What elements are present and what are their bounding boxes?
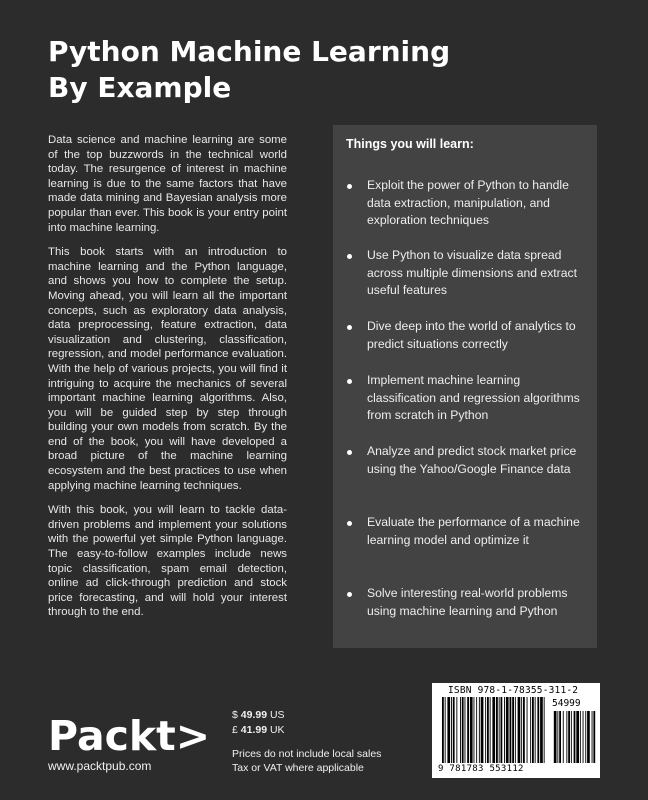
learn-item-text: Implement machine learning classification and regression algorithms from scratch in Python	[367, 373, 580, 422]
barcode-bars	[438, 697, 598, 765]
bullet-icon	[347, 450, 352, 455]
price-uk-amount: 41.99	[240, 724, 268, 736]
learn-item-text: Analyze and predict stock market price using the Yahoo/Google Finance data	[367, 444, 577, 476]
price-list	[232, 708, 285, 738]
barcode-bar	[518, 697, 521, 763]
price-us-amount: 49.99	[240, 709, 268, 721]
bullet-icon	[347, 254, 352, 259]
barcode-bar	[501, 697, 503, 763]
barcode-bar	[530, 697, 531, 763]
description-paragraph-3: With this book, you will learn to tackle data-driven problems and implement your solutions with the powerful yet simple Python language. The easy-to-follow examples include news topic classification, spam email detection, online ad click-through prediction and stock price forecasting, and will hold your interest through to the end.	[48, 504, 287, 619]
learn-item	[347, 585, 587, 620]
learn-item	[347, 372, 587, 425]
learn-item-text: Dive deep into the world of analytics to predict situations correctly	[367, 319, 576, 351]
learn-item-text: Solve interesting real-world problems using machine learning and Python	[367, 586, 568, 618]
barcode-bar	[460, 697, 461, 763]
barcode-bar	[456, 697, 457, 763]
price-uk	[232, 723, 285, 738]
barcode-bar	[559, 711, 561, 763]
barcode-bar	[447, 697, 450, 763]
barcode-bar	[563, 711, 564, 763]
barcode-bar	[453, 697, 455, 763]
barcode-bar	[544, 697, 545, 763]
barcode-bar	[554, 711, 557, 763]
barcode-bar	[510, 697, 512, 763]
barcode-bar	[479, 697, 480, 763]
barcode-bar	[537, 697, 539, 763]
learn-item	[347, 318, 587, 353]
barcode-bar	[568, 711, 570, 763]
barcode-bar	[490, 697, 491, 763]
price-uk-symbol: £	[232, 724, 238, 736]
price-us-label: US	[269, 709, 285, 721]
barcode-digits: 9 781783 553112	[438, 764, 524, 774]
learn-item	[347, 177, 587, 230]
barcode-bar	[527, 697, 528, 763]
barcode-bar	[523, 697, 525, 763]
barcode-bar	[465, 697, 466, 763]
price-us-symbol: $	[232, 709, 238, 721]
packt-logo	[48, 708, 211, 760]
book-title-line-1: Python Machine Learning	[48, 35, 451, 68]
barcode-bar	[512, 697, 514, 763]
publisher-website: www.packtpub.com	[48, 759, 152, 773]
barcode-bar	[504, 697, 505, 763]
description-paragraph-2: This book starts with an introduction to machine learning and the Python language, and shows you how to complete the setup. Moving ahead, you will learn all the important concepts, such as exploratory data analysis, data preprocessing, feature extraction, data visualization and clustering, classification, regression, and model performance evaluation. With the help of various projects, you will find it intriguing to acquire the mechanics of several important machine learning algorithms. Also, you will be guided step by step through building your own models from scratch. By the end of the book, you will have developed a broad picture of the machine learning ecosystem and the best practices to use when applying machine learning techniques.	[48, 246, 287, 492]
barcode-bar	[574, 711, 576, 763]
price-uk-label: UK	[269, 724, 285, 736]
price-note-line-1: Prices do not include local sales	[232, 748, 382, 760]
bullet-icon	[347, 184, 352, 189]
barcode-bar	[515, 697, 516, 763]
barcode-bar	[583, 711, 584, 763]
book-title	[48, 34, 608, 106]
barcode-bar	[532, 697, 534, 763]
price-us	[232, 708, 285, 723]
barcode-bar	[451, 697, 452, 763]
barcode-bar	[540, 697, 543, 763]
logo-wordmark: Packt>	[48, 712, 211, 760]
learn-item-text: Use Python to visualize data spread across multiple dimensions and extract useful features	[367, 248, 577, 297]
barcode-bar	[499, 697, 500, 763]
barcode-bar	[476, 697, 477, 763]
barcode-bar	[571, 711, 572, 763]
isbn-barcode	[432, 683, 600, 778]
barcode-bar	[557, 711, 558, 763]
learn-item-text: Exploit the power of Python to handle data extraction, manipulation, and exploration techniques	[367, 178, 569, 227]
book-title-line-2: By Example	[48, 71, 232, 104]
description-paragraph-1: Data science and machine learning are some of the top buzzwords in the technical world today. The resurgence of interest in machine learning is due to the same factors that have made data mining and Bayesian analysis more popular than ever. This book is your entry point into machine learning.	[48, 134, 287, 234]
learn-item	[347, 443, 587, 478]
barcode-bar	[496, 697, 498, 763]
barcode-bar	[566, 711, 567, 763]
barcode-bar	[576, 711, 579, 763]
learn-item	[347, 514, 587, 549]
barcode-bar	[481, 697, 484, 763]
learn-heading: Things you will learn:	[346, 137, 474, 151]
bullet-icon	[347, 325, 352, 330]
barcode-bar	[535, 697, 536, 763]
barcode-bar	[442, 697, 444, 763]
barcode-bar	[470, 697, 473, 763]
bullet-icon	[347, 592, 352, 597]
price-note	[232, 747, 381, 775]
learn-item-text: Evaluate the performance of a machine learning model and optimize it	[367, 515, 580, 547]
barcode-bar	[593, 711, 595, 763]
barcode-bar	[474, 697, 475, 763]
learn-item	[347, 247, 587, 300]
barcode-bar	[487, 697, 489, 763]
learn-panel	[333, 125, 597, 648]
barcode-bar	[445, 697, 446, 763]
bullet-icon	[347, 521, 352, 526]
barcode-bar	[467, 697, 469, 763]
barcode-price-code: 54999	[552, 698, 581, 709]
barcode-bar	[587, 711, 590, 763]
barcode-bar	[485, 697, 486, 763]
barcode-bar	[492, 697, 495, 763]
barcode-bar	[506, 697, 509, 763]
barcode-bar	[521, 697, 522, 763]
book-description	[48, 133, 287, 630]
barcode-bar	[462, 697, 464, 763]
barcode-bar	[585, 711, 586, 763]
bullet-icon	[347, 379, 352, 384]
barcode-bar	[592, 711, 593, 763]
price-note-line-2: Tax or VAT where applicable	[232, 762, 364, 774]
isbn-number: ISBN 978-1-78355-311-2	[448, 685, 579, 696]
barcode-bar	[580, 711, 581, 763]
